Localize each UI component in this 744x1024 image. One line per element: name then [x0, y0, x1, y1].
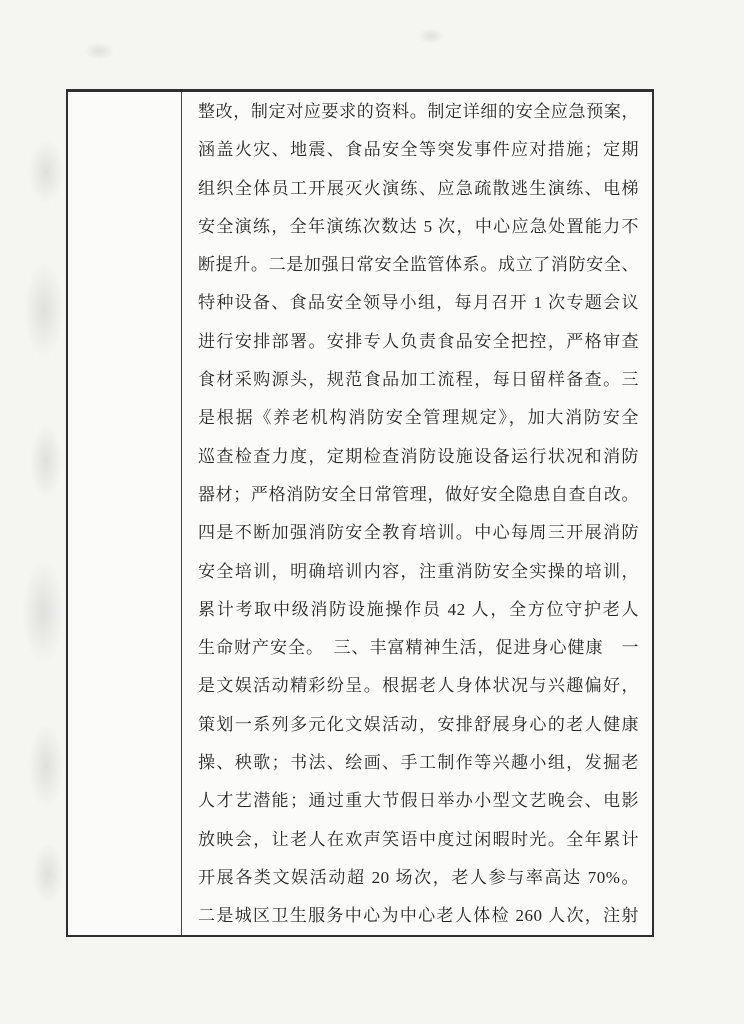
- paragraph-line: 四是不断加强消防安全教育培训。中心每周三开展消防: [198, 523, 639, 543]
- paragraph-line: 是根据《养老机构消防安全管理规定》，加大消防安全: [198, 408, 639, 428]
- scan-artifact: [24, 262, 64, 358]
- paragraph-line: 器材；严格消防安全日常管理，做好安全隐患自查自改。: [198, 484, 639, 504]
- scan-artifact: [418, 28, 444, 44]
- paragraph-line: 策划一系列多元化文娱活动，安排舒展身心的老人健康: [198, 714, 639, 734]
- scan-artifact: [84, 42, 114, 60]
- paragraph-line: 安全培训，明确培训内容，注重消防安全实操的培训，: [198, 561, 639, 581]
- paragraph-line: 累计考取中级消防设施操作员 42 人，全方位守护老人: [198, 599, 639, 619]
- paragraph-line: 二是城区卫生服务中心为中心老人体检 260 人次，注射: [198, 906, 639, 926]
- paragraph-line: 生命财产安全。 三、丰富精神生活，促进身心健康 一: [198, 638, 639, 658]
- paragraph-line: 断提升。二是加强日常安全监管体系。成立了消防安全、: [198, 255, 639, 275]
- scan-artifact: [28, 140, 64, 204]
- paragraph-line: 安全演练，全年演练次数达 5 次，中心应急处置能力不: [198, 216, 639, 236]
- paragraph-line: 食材采购源头，规范食品加工流程，每日留样备查。三: [198, 370, 639, 390]
- paragraph-line: 整改，制定对应要求的资料。制定详细的安全应急预案，: [198, 102, 639, 121]
- scan-artifact: [28, 724, 64, 808]
- table-label-cell: [68, 92, 182, 935]
- paragraph-line: 进行安排部署。安排专人负责食品安全把控，严格审查: [198, 331, 639, 351]
- paragraph-line: 涵盖火灾、地震、食品安全等突发事件应对措施；定期: [198, 140, 639, 160]
- report-table: [66, 89, 654, 937]
- scan-artifact: [32, 844, 64, 904]
- scan-artifact: [30, 424, 62, 498]
- paragraph-line: 特种设备、食品安全领导小组，每月召开 1 次专题会议: [198, 293, 639, 313]
- paragraph-line: 组织全体员工开展灭火演练、应急疏散逃生演练、电梯: [198, 178, 639, 198]
- table-content-cell: [182, 92, 652, 935]
- paragraph-line: 操、秧歌；书法、绘画、手工制作等兴趣小组，发掘老: [198, 753, 639, 773]
- scan-artifact: [22, 560, 64, 664]
- paragraph-line: 开展各类文娱活动超 20 场次，老人参与率高达 70%。: [198, 867, 639, 887]
- paragraph-line: 人才艺潜能；通过重大节假日举办小型文艺晚会、电影: [198, 791, 639, 811]
- paragraph-line: 是文娱活动精彩纷呈。根据老人身体状况与兴趣偏好，: [198, 676, 639, 696]
- paragraph-line: 放映会，让老人在欢声笑语中度过闲暇时光。全年累计: [198, 829, 639, 849]
- paragraph-line: 巡查检查力度，定期检查消防设施设备运行状况和消防: [198, 446, 639, 466]
